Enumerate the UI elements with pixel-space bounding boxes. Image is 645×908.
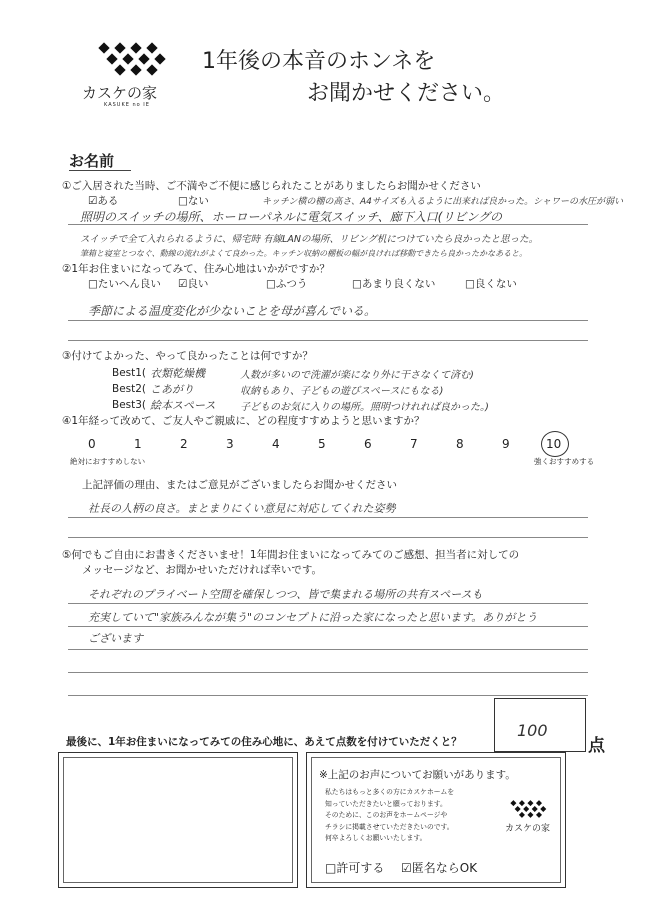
q5-text-2: メッセージなど、お聞かせいただければ幸いです。 [82, 564, 323, 576]
request-body-line-1: 私たちはもっと多くの方にカスケホームを [325, 788, 455, 796]
q4-scale [88, 437, 608, 457]
name-underline [69, 170, 131, 171]
q2-text: ②1年お住まいになってみて、住み心地はいかがですか？ [62, 263, 330, 275]
q1-answer-line2: 照明のスイッチの場所、ホーローパネルに電気スイッチ、廊下入口(リビングの [80, 210, 503, 224]
request-body [325, 787, 454, 845]
q1-option-no[interactable]: □ない [178, 195, 209, 207]
q1-answer-line3: スイッチで全て入れられるように、帰宅時 有線LANの場所、リビング机につけていたら良かったと思った。 [80, 234, 539, 245]
q2-answer: 季節による温度変化が少ないことを母が喜んでいる。 [88, 304, 377, 318]
q2-rule-2 [68, 340, 588, 341]
q5-answer-2: 充実していて"家族みんなが集う"のコンセプトに沿った家になったと思います。ありがとう [88, 611, 538, 624]
q4-scale-5[interactable]: 5 [318, 437, 326, 451]
q3-best3-label: Best3( [112, 399, 147, 411]
q3-best2-label: Best2( [112, 383, 147, 395]
photo-box [58, 752, 298, 888]
brand-logo [82, 42, 192, 112]
logo-mark-icon [92, 42, 182, 76]
request-option-allow[interactable]: □許可する [325, 861, 385, 875]
brand-sub: KASUKE no IE [104, 102, 150, 108]
q1-rule [68, 224, 588, 225]
q4b-text: 上記評価の理由、またはご意見がございましたらお聞かせください [82, 479, 397, 491]
page-title-line1: 1年後の本音のホンネを [202, 49, 436, 74]
q4-scale-7[interactable]: 7 [410, 437, 418, 451]
q4-scale-2[interactable]: 2 [180, 437, 188, 451]
q5-rule-3 [68, 649, 588, 650]
request-body-line-4: チラシに掲載させていただきたいのです。 [325, 822, 454, 831]
q2-rule-1 [68, 320, 588, 321]
q4b-rule-1 [68, 517, 588, 518]
request-title: ※上記のお声についてお願いがあります。 [319, 769, 516, 781]
brand-name: カスケの家 [82, 84, 158, 102]
request-option-anonymous[interactable]: ☑匿名ならOK [401, 861, 478, 875]
q2-option-bad[interactable]: □良くない [465, 278, 517, 290]
q3-best3-reason: 子どものお気に入りの場所。照明つけれれば良かった。) [240, 402, 489, 413]
q1-answer-line1: キッチン横の棚の高さ、A4サイズも入るように出来れば良かった。シャワーの水圧が弱い [262, 197, 623, 207]
q5-rule-4 [68, 672, 588, 673]
q4-scale-8[interactable]: 8 [456, 437, 464, 451]
q5-rule-5 [68, 695, 588, 696]
name-label: お名前 [69, 152, 115, 170]
q3-best1-item: 衣類乾燥機 [150, 367, 205, 380]
score-text: 最後に、1年お住まいになってみての住み心地に、あえて点数を付けていただくと？ [66, 736, 462, 748]
q4-scale-4[interactable]: 4 [272, 437, 280, 451]
q4-low-label: 絶対におすすめしない [70, 457, 146, 466]
q4-text: ④1年経って改めて、ご友人やご親戚に、どの程度すすめようと思いますか？ [62, 415, 425, 427]
q3-best1-label: Best1( [112, 367, 147, 379]
q4-scale-10[interactable]: 10 [546, 437, 562, 451]
request-logo-mark-icon [507, 799, 555, 819]
request-body-line-5: 何卒よろしくお願いいたします。 [325, 834, 427, 842]
q4b-answer: 社長の人柄の良さ。まとまりにくい意見に対応してくれた姿勢 [88, 502, 396, 515]
q5-text-1: ⑤何でもご自由にお書きくださいませ！1年間お住まいになってみてのご感想、担当者に対しての [62, 549, 520, 561]
q2-option-not-good[interactable]: □あまり良くない [352, 278, 436, 290]
q4-scale-6[interactable]: 6 [364, 437, 372, 451]
q1-answer-line4: 筆箱と寝室とつなぐ、動線の流れがよくて良かった。キッチン収納の棚板の幅が良ければ移動できたら良かったかなあると。 [80, 249, 528, 258]
q4-scale-0[interactable]: 0 [88, 437, 96, 451]
request-body-line-3: そのために、このお声をホームページや [325, 811, 448, 819]
request-box [306, 752, 566, 888]
q3-best2-reason: 収納もあり、子どもの遊びスペースにもなる) [240, 386, 444, 397]
q5-rule-2 [68, 626, 588, 627]
q5-rule-1 [68, 603, 588, 604]
q2-option-good[interactable]: ☑良い [178, 278, 209, 290]
q4-selected-circle [541, 431, 569, 457]
q4b-rule-2 [68, 537, 588, 538]
q4-scale-3[interactable]: 3 [226, 437, 234, 451]
request-brand-name: カスケの家 [505, 824, 551, 834]
photo-box-inner [63, 757, 293, 883]
q2-option-fair[interactable]: □ふつう [266, 278, 308, 290]
q4-scale-1[interactable]: 1 [134, 437, 142, 451]
page-title-line2: お聞かせください。 [307, 81, 506, 106]
q1-text: ①ご入居された当時、ご不満やご不便に感じられたことがありましたらお聞かせください [62, 180, 481, 192]
q3-best3-item: 絵本スペース [150, 399, 216, 412]
q3-best2-item: こあがり [150, 383, 194, 396]
q3-best1-reason: 人数が多いので洗濯が楽になり外に干さなくて済む) [240, 370, 474, 381]
q3-text: ③付けてよかった、やって良かったことは何ですか？ [62, 350, 313, 362]
q1-option-yes[interactable]: ☑ある [88, 195, 119, 207]
score-box[interactable] [494, 698, 586, 752]
request-body-line-2: 知っていただきたいと願っております。 [325, 799, 447, 808]
score-unit: 点 [588, 736, 605, 756]
q4-scale-9[interactable]: 9 [502, 437, 510, 451]
q5-answer-3: ございます [88, 632, 143, 645]
q5-answer-1: それぞれのプライベート空間を確保しつつ、皆で集まれる場所の共有スペースも [88, 588, 483, 601]
q4-high-label: 強くおすすめする [534, 457, 595, 466]
score-value: 100 [517, 721, 548, 740]
q2-option-very-good[interactable]: □たいへん良い [88, 278, 161, 290]
